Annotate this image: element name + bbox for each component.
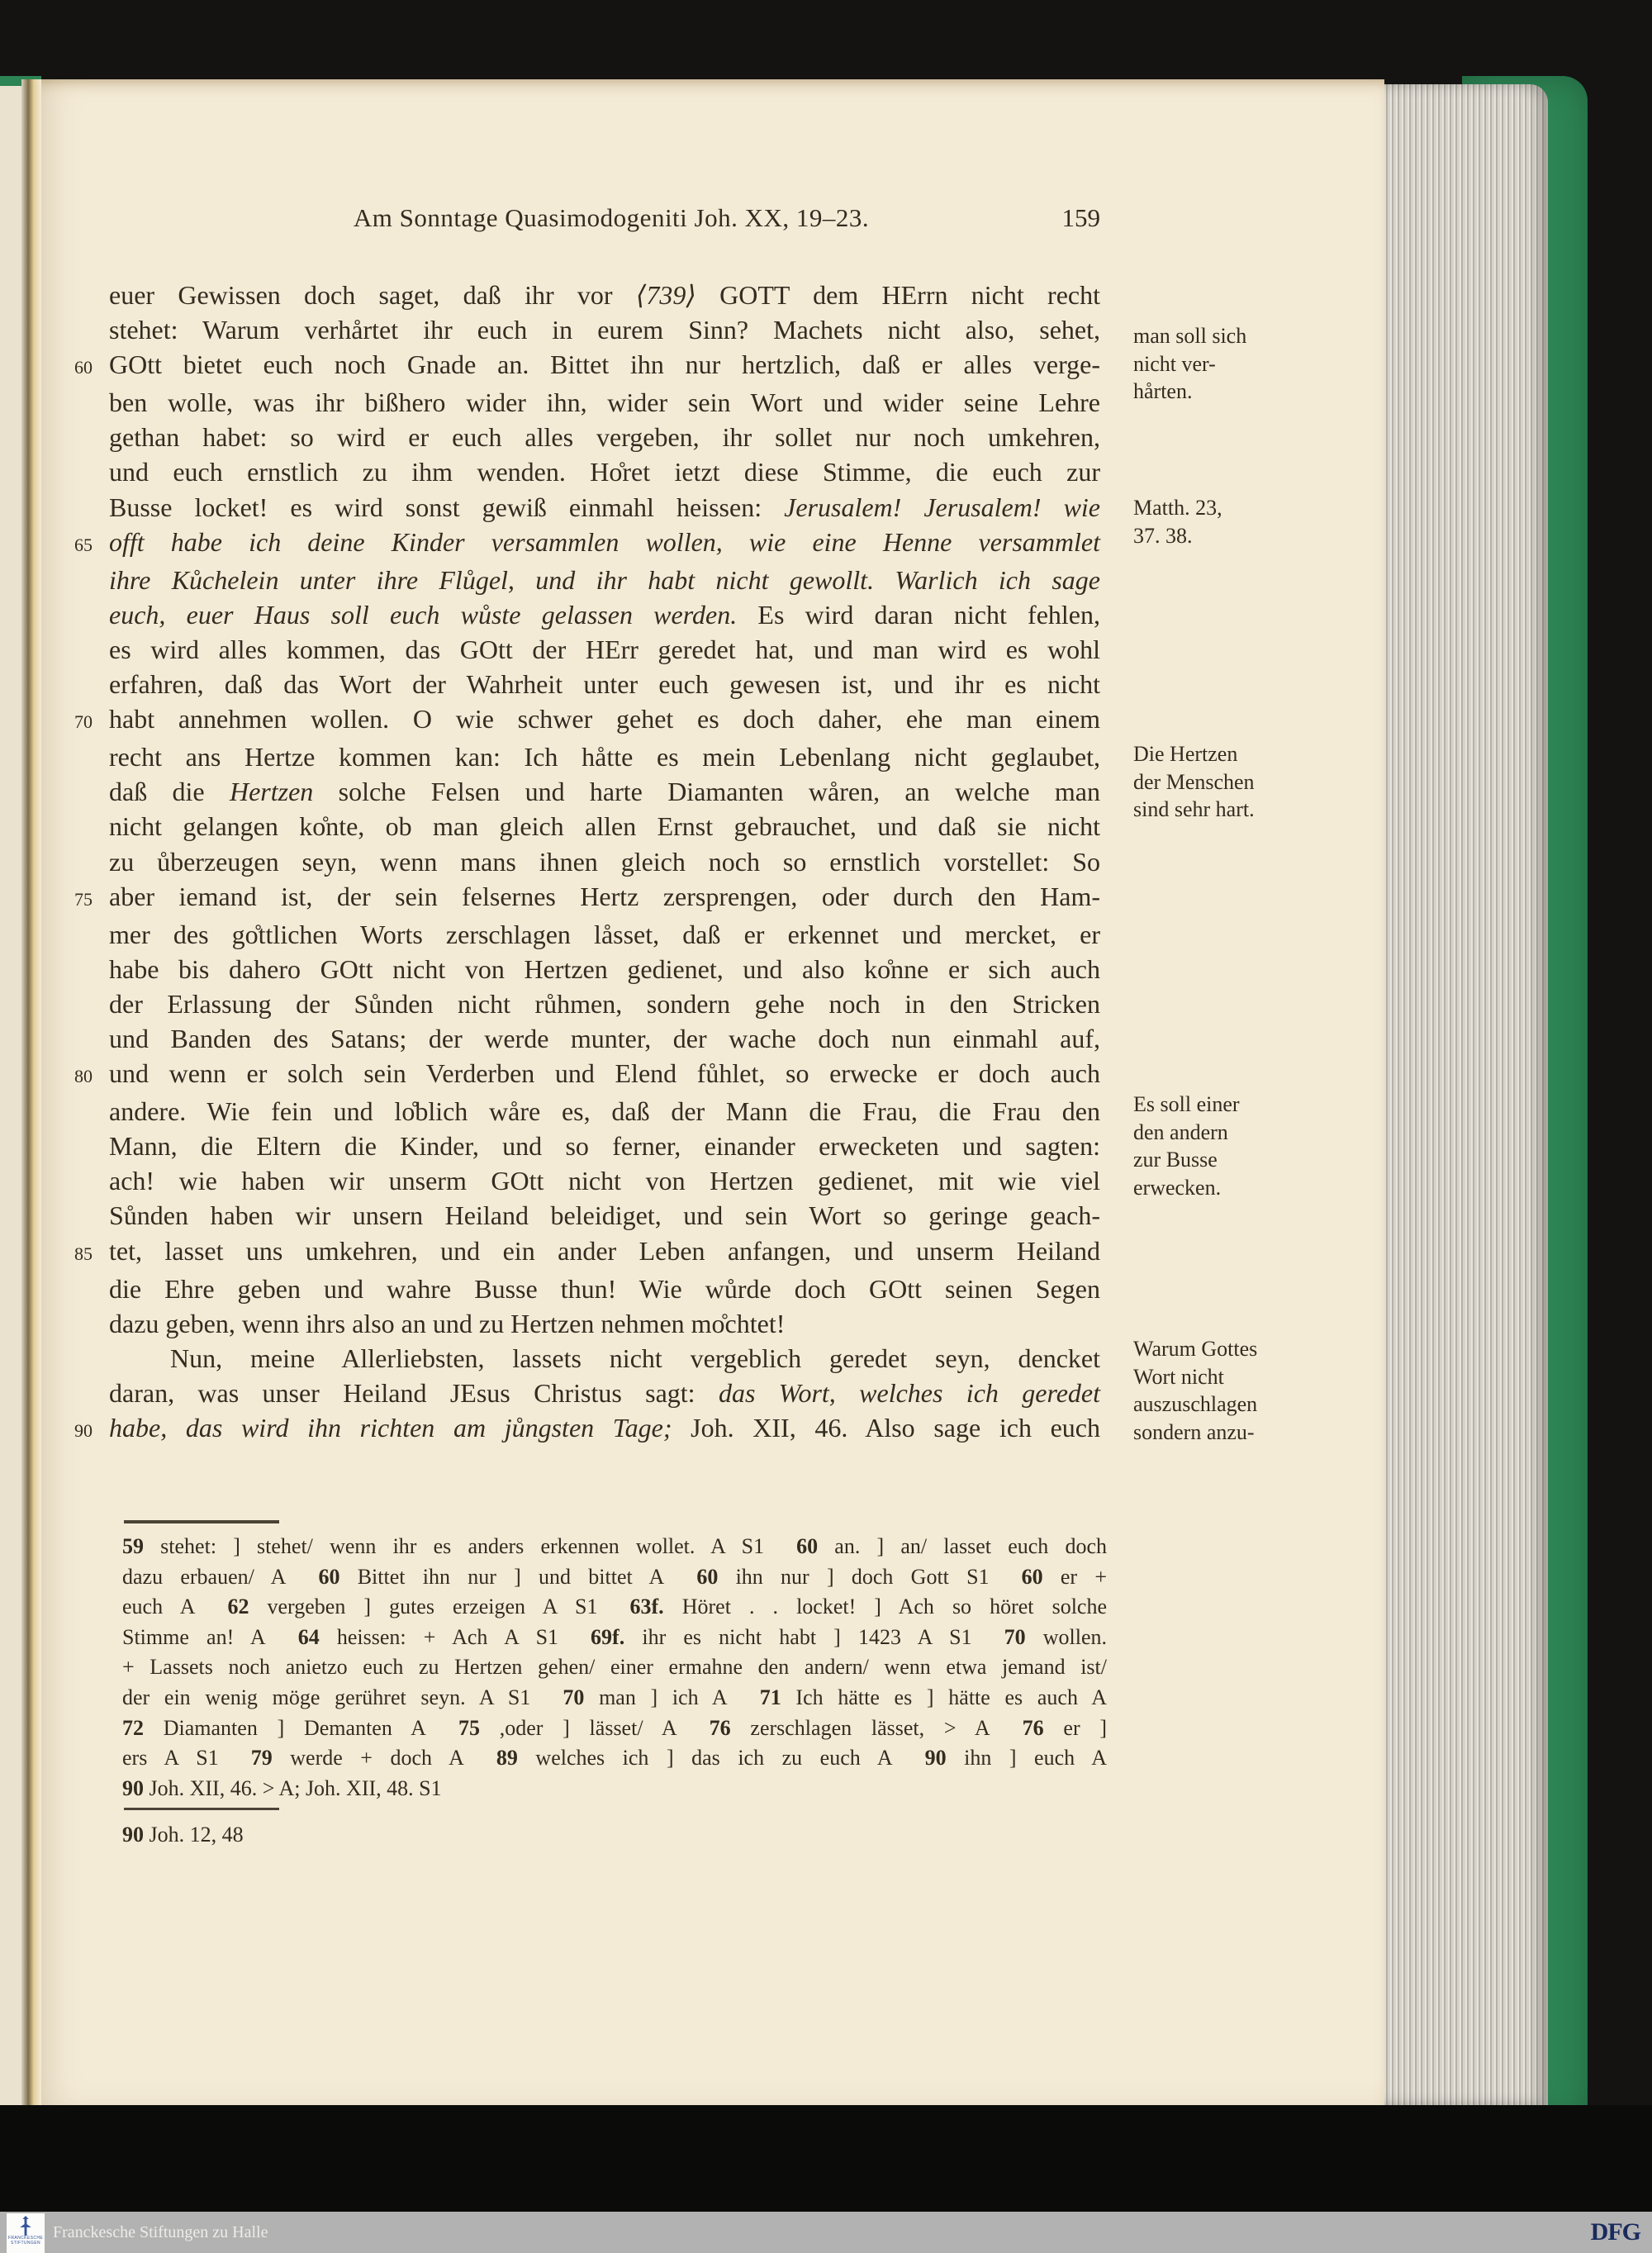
line-number: 60 (74, 357, 93, 378)
text-segment: 62 (227, 1595, 249, 1619)
text-segment: der ein wenig möge gerühret seyn. A S1 (122, 1685, 531, 1709)
text-segment: 90 (924, 1746, 947, 1771)
text-segment: 60 (318, 1564, 340, 1589)
text-segment: 90 (122, 1823, 144, 1847)
text-segment: ,oder ] lässet/ A (479, 1715, 677, 1740)
text-line (74, 312, 1115, 347)
apparatus-line (122, 1743, 1107, 1774)
text-segment: andere. Wie fein und lo̊blich wåre es, daß der Mann die Frau, die Frau den (109, 1096, 1100, 1127)
text-segment: und wenn er solch sein Verderben und Elend fůhlet, so erwecke er doch auch (109, 1058, 1100, 1089)
text-segment (286, 1565, 318, 1589)
apparatus-line (122, 1562, 1107, 1593)
franckesche-stiftungen-logo (7, 2213, 45, 2253)
text-segment: nicht gelangen ko̊nte, ob man gleich allen Ernst gebrauchet, und daß sie nicht (109, 811, 1100, 842)
margin-note-line: auszuschlagen (1133, 1392, 1258, 1416)
text-line (74, 347, 1115, 385)
text-segment: er + (1042, 1564, 1107, 1589)
text-segment: Jerusalem! Jerusalem! wie (784, 492, 1101, 522)
text-segment: es wird alles kommen, das GOtt der HErr geredet hat, und man wird es wohl (109, 634, 1100, 664)
text-segment: euch A (122, 1595, 196, 1619)
line-text (109, 454, 1100, 489)
line-text (109, 1021, 1100, 1056)
apparatus-line (122, 1592, 1107, 1623)
line-text (109, 312, 1100, 347)
text-line (74, 597, 1115, 632)
text-segment (728, 1685, 760, 1709)
margin-note-line: zur Busse (1133, 1148, 1218, 1172)
margin-note-line: sind sehr hart. (1133, 797, 1255, 821)
text-segment (219, 1746, 251, 1770)
text-segment: GOTT dem HErrn nicht recht (695, 280, 1101, 310)
text-segment: 60 (796, 1534, 819, 1558)
text-segment: man ] ich A (584, 1685, 728, 1709)
text-segment (464, 1746, 496, 1770)
line-number: 85 (74, 1243, 93, 1264)
line-text (109, 1094, 1100, 1129)
text-line (74, 844, 1115, 879)
text-segment: Ich hätte es ] hätte es auch A (781, 1685, 1108, 1709)
text-segment: euch, euer Haus soll euch wůste gelassen werden. (109, 599, 738, 630)
line-text (109, 278, 1100, 312)
line-text (109, 844, 1100, 879)
margin-note-line: der Menschen (1133, 769, 1255, 794)
text-segment: daß die (109, 777, 230, 807)
line-text (109, 490, 1100, 525)
text-segment: 76 (709, 1715, 731, 1740)
text-segment: Joh. XII, 46. Also sage ich euch (672, 1413, 1101, 1443)
line-text (109, 701, 1100, 736)
text-segment: ihn nur ] doch Gott S1 (718, 1564, 990, 1589)
text-line (74, 739, 1115, 774)
logo-text-line2: STIFTUNGEN (11, 2241, 40, 2246)
text-segment: tet, lasset uns umkehren, und ein ander Leben anfangen, und unserm Heiland (109, 1235, 1100, 1266)
text-segment: 89 (496, 1746, 518, 1771)
text-segment: 70 (1004, 1624, 1026, 1649)
text-segment: 76 (1022, 1715, 1044, 1740)
text-segment: werde + doch A (272, 1746, 464, 1771)
text-segment: dazu geben, wenn ihrs also an und zu Hertzen nehmen mo̊chtet! (109, 1308, 786, 1338)
text-segment: recht ans Hertze kommen kan: Ich håtte es mein Lebenlang nicht geglaubet, (109, 742, 1100, 772)
line-text (109, 879, 1100, 914)
line-text (109, 667, 1100, 701)
text-line (74, 879, 1115, 917)
text-line (74, 1410, 1115, 1448)
text-segment (530, 1685, 563, 1709)
apparatus-line (122, 1623, 1107, 1653)
text-segment (598, 1595, 630, 1618)
logo-text-line1: FRANCKESCHE (7, 2236, 44, 2241)
text-segment: stehet: ] stehet/ wenn ihr es anders erkennen wollet. A S1 (144, 1534, 765, 1558)
critical-apparatus (122, 1532, 1107, 1804)
text-line (74, 1271, 1115, 1306)
line-text (109, 420, 1100, 454)
line-number: 75 (74, 888, 93, 910)
text-segment: Stimme an! A (122, 1624, 266, 1649)
text-segment: und Banden des Satans; der werde munter, der wache doch nun einmahl auf, (109, 1023, 1100, 1053)
text-segment (893, 1746, 925, 1770)
text-segment (195, 1595, 227, 1618)
apparatus-line (122, 1683, 1107, 1714)
text-segment (426, 1716, 458, 1740)
text-segment: 60 (1021, 1564, 1043, 1589)
page-gutter (21, 79, 41, 2105)
text-segment: 64 (297, 1624, 320, 1649)
margin-note-line: den andern (1133, 1119, 1228, 1144)
margin-note (1133, 494, 1313, 549)
main-text-block (74, 278, 1115, 1448)
line-text (109, 385, 1100, 420)
margin-note (1133, 322, 1313, 406)
text-segment: 75 (458, 1715, 480, 1740)
text-segment: ach! wie haben wir unserm GOtt nicht von Hertzen gedienet, mit wie viel (109, 1166, 1100, 1196)
line-text (109, 1341, 1100, 1376)
text-line (74, 490, 1115, 525)
line-text (109, 525, 1100, 559)
text-segment: er ] (1043, 1715, 1108, 1740)
text-segment: ben wolle, was ihr bißhero wider ihn, wider sein Wort und wider seine Lehre (109, 387, 1100, 418)
text-segment: Joh. 12, 48 (144, 1823, 244, 1847)
scan-background-bottom (0, 2105, 1652, 2213)
line-number: 80 (74, 1066, 93, 1087)
text-line (74, 701, 1115, 739)
text-segment (266, 1625, 298, 1649)
text-segment: ⟨739⟩ (635, 280, 696, 310)
text-line (74, 420, 1115, 454)
margin-note-line: Die Hertzen (1133, 742, 1238, 766)
apparatus-line (122, 1652, 1107, 1683)
line-text (109, 1233, 1100, 1268)
text-line (74, 385, 1115, 420)
text-segment: wollen. (1025, 1624, 1107, 1649)
text-segment (677, 1716, 710, 1740)
text-segment: Sůnden haben wir unsern Heiland beleidiget, und sein Wort so geringe geach- (109, 1200, 1100, 1231)
line-number: 70 (74, 711, 93, 733)
text-line (74, 563, 1115, 597)
text-line (74, 1198, 1115, 1233)
text-segment: welches ich ] das ich zu euch A (517, 1746, 893, 1771)
text-segment (764, 1534, 796, 1558)
text-segment: 69f. (591, 1624, 625, 1649)
line-text (109, 952, 1100, 986)
line-text (109, 347, 1100, 382)
text-segment: gethan habet: so wird er euch alles vergeben, ihr sollet nur noch umkehren, (109, 422, 1100, 453)
text-line (74, 278, 1115, 312)
text-segment: 72 (122, 1715, 144, 1740)
text-segment (664, 1565, 696, 1589)
text-segment: Mann, die Eltern die Kinder, und so ferner, einander erwecketen und sagten: (109, 1131, 1100, 1162)
line-text (109, 986, 1100, 1021)
text-segment: Höret . . locket! ] Ach so höret solche (663, 1595, 1107, 1619)
text-segment: Bittet ihn nur ] und bittet A (339, 1564, 665, 1589)
text-line (74, 525, 1115, 563)
line-text (109, 774, 1100, 809)
text-segment: ihre Kůchelein unter ihre Flůgel, und ihr habt nicht gewollt. Warlich ich sage (109, 564, 1100, 595)
line-text (109, 1163, 1100, 1198)
text-segment: 59 (122, 1534, 144, 1558)
text-segment: dazu erbauen/ A (122, 1564, 287, 1589)
text-segment: ihn ] euch A (946, 1746, 1107, 1771)
line-text (109, 632, 1100, 667)
text-line (74, 1056, 1115, 1094)
margin-note (1133, 740, 1313, 824)
text-segment: Joh. XII, 46. > A; Joh. XII, 48. S1 (144, 1775, 442, 1800)
line-text (109, 597, 1100, 632)
text-segment: 71 (759, 1685, 781, 1709)
text-segment: vergeben ] gutes erzeigen A S1 (249, 1595, 598, 1619)
text-line (74, 1163, 1115, 1198)
text-segment (558, 1625, 591, 1649)
apparatus-line (122, 1532, 1107, 1562)
apparatus-separator-rule (124, 1520, 279, 1523)
text-segment: das Wort, welches ich geredet (718, 1377, 1101, 1408)
text-segment: zerschlagen lässet, > A (730, 1715, 990, 1740)
text-line (74, 952, 1115, 986)
margin-note-line: man soll sich (1133, 324, 1247, 348)
line-text (109, 917, 1100, 952)
text-line (74, 1376, 1115, 1410)
text-line (74, 1094, 1115, 1129)
text-segment: an. ] an/ lasset euch doch (818, 1534, 1107, 1558)
text-segment: 60 (696, 1564, 719, 1589)
text-segment: ers A S1 (122, 1746, 219, 1771)
scripture-footnote (122, 1823, 1107, 1847)
text-line (74, 986, 1115, 1021)
text-segment (990, 1716, 1023, 1740)
text-line (74, 454, 1115, 489)
text-segment: Es wird daran nicht fehlen, (737, 599, 1101, 630)
margin-note-line: Warum Gottes (1133, 1337, 1258, 1361)
text-segment: 63f. (629, 1595, 664, 1619)
text-segment: euer Gewissen doch saget, daß ihr vor (109, 280, 636, 310)
line-text (109, 1376, 1100, 1410)
margin-note-line: Wort nicht (1133, 1364, 1224, 1389)
text-segment: 79 (250, 1746, 273, 1771)
text-line (74, 1129, 1115, 1163)
margin-note (1133, 1091, 1313, 1201)
text-line (74, 917, 1115, 952)
line-number: 90 (74, 1420, 93, 1441)
text-segment: erfahren, daß das Wort der Wahrheit unter euch gewesen ist, und ihr es nicht (109, 669, 1100, 700)
text-segment: Hertzen (229, 777, 314, 807)
text-segment: offt habe ich deine Kinder versammlen wollen, wie eine Henne versammlet (109, 526, 1100, 557)
apparatus-line (122, 1714, 1107, 1744)
margin-note-line: 37. 38. (1133, 523, 1193, 548)
page-number: 159 (1061, 203, 1100, 232)
text-segment: habe bis dahero GOtt nicht von Hertzen gedienet, und also ko̊nne er sich auch (109, 953, 1100, 984)
text-segment (990, 1565, 1022, 1589)
text-segment: aber iemand ist, der sein felsernes Hertz zersprengen, oder durch den Ham- (109, 881, 1100, 911)
book-fore-edge (1384, 84, 1548, 2105)
running-header: Am Sonntage Quasimodogeniti Joh. XX, 19–23. (353, 203, 870, 232)
franckesche-emblem-icon (18, 2216, 33, 2236)
margin-note-line: nicht ver- (1133, 351, 1216, 376)
footnote-separator-rule (124, 1808, 279, 1810)
line-text (109, 739, 1100, 774)
text-segment: habt annehmen wollen. O wie schwer gehet es doch daher, ehe man einem (109, 704, 1100, 734)
line-text (109, 1306, 1100, 1341)
line-number: 65 (74, 534, 93, 555)
apparatus-line (122, 1774, 1107, 1804)
line-text (109, 809, 1100, 844)
text-segment: solche Felsen und harte Diamanten wåren, an welche man (313, 777, 1101, 807)
line-text (109, 1056, 1100, 1091)
margin-note-line: hårten. (1133, 379, 1193, 403)
line-text (109, 563, 1100, 597)
text-segment: und euch ernstlich zu ihm wenden. Ho̊ret ietzt diese Stimme, die euch zur (109, 457, 1100, 487)
text-segment: daran, was unser Heiland JEsus Christus sagt: (109, 1377, 719, 1408)
text-segment: zu ůberzeugen seyn, wenn mans ihnen gleich noch so ernstlich vorstellet: So (109, 846, 1100, 877)
text-segment: + Lassets noch anietzo euch zu Hertzen gehen/ einer ermahne den andern/ wenn etwa jemand ist/ (122, 1655, 1107, 1680)
text-line (74, 809, 1115, 844)
text-segment: heissen: + Ach A S1 (319, 1624, 559, 1649)
text-segment: der Erlassung der Sůnden nicht růhmen, sondern gehe noch in den Stricken (109, 988, 1100, 1019)
margin-note-line: sondern anzu- (1133, 1419, 1255, 1444)
text-segment: Diamanten ] Demanten A (144, 1715, 426, 1740)
text-segment: GOtt bietet euch noch Gnade an. Bittet ihn nur hertzlich, daß er alles verge- (109, 349, 1100, 380)
line-text (109, 1129, 1100, 1163)
margin-note-line: Es soll einer (1133, 1092, 1240, 1116)
institution-name: Franckesche Stiftungen zu Halle (53, 2223, 268, 2241)
dfg-logo: DFG (1590, 2218, 1640, 2246)
text-segment: mer des go̊ttlichen Worts zerschlagen låsset, daß er erkennet und mercket, er (109, 919, 1100, 949)
text-line (74, 1306, 1115, 1341)
text-line (74, 1341, 1115, 1376)
margin-note-line: erwecken. (1133, 1175, 1222, 1200)
margin-note (1133, 1335, 1313, 1446)
text-line (74, 632, 1115, 667)
text-line (74, 667, 1115, 701)
margin-note-line: Matth. 23, (1133, 496, 1222, 520)
text-line (74, 774, 1115, 809)
text-segment (972, 1625, 1004, 1649)
text-segment: ihr es nicht habt ] 1423 A S1 (624, 1624, 972, 1649)
text-line (74, 1233, 1115, 1271)
text-segment: 90 (122, 1775, 144, 1800)
line-text (109, 1271, 1100, 1306)
text-segment: die Ehre geben und wahre Busse thun! Wie wůrde doch GOtt seinen Segen (109, 1273, 1100, 1304)
text-segment: habe, das wird ihn richten am jůngsten Tage; (109, 1413, 672, 1443)
text-segment: stehet: Warum verhårtet ihr euch in eurem Sinn? Machets nicht also, sehet, (109, 315, 1100, 345)
line-text (109, 1410, 1100, 1445)
line-text (109, 1198, 1100, 1233)
text-line (74, 1021, 1115, 1056)
text-segment: Busse locket! es wird sonst gewiß einmahl heissen: (109, 492, 785, 522)
text-segment: 70 (563, 1685, 585, 1709)
text-segment: Nun, meine Allerliebsten, lassets nicht vergeblich geredet seyn, dencket (170, 1343, 1100, 1373)
